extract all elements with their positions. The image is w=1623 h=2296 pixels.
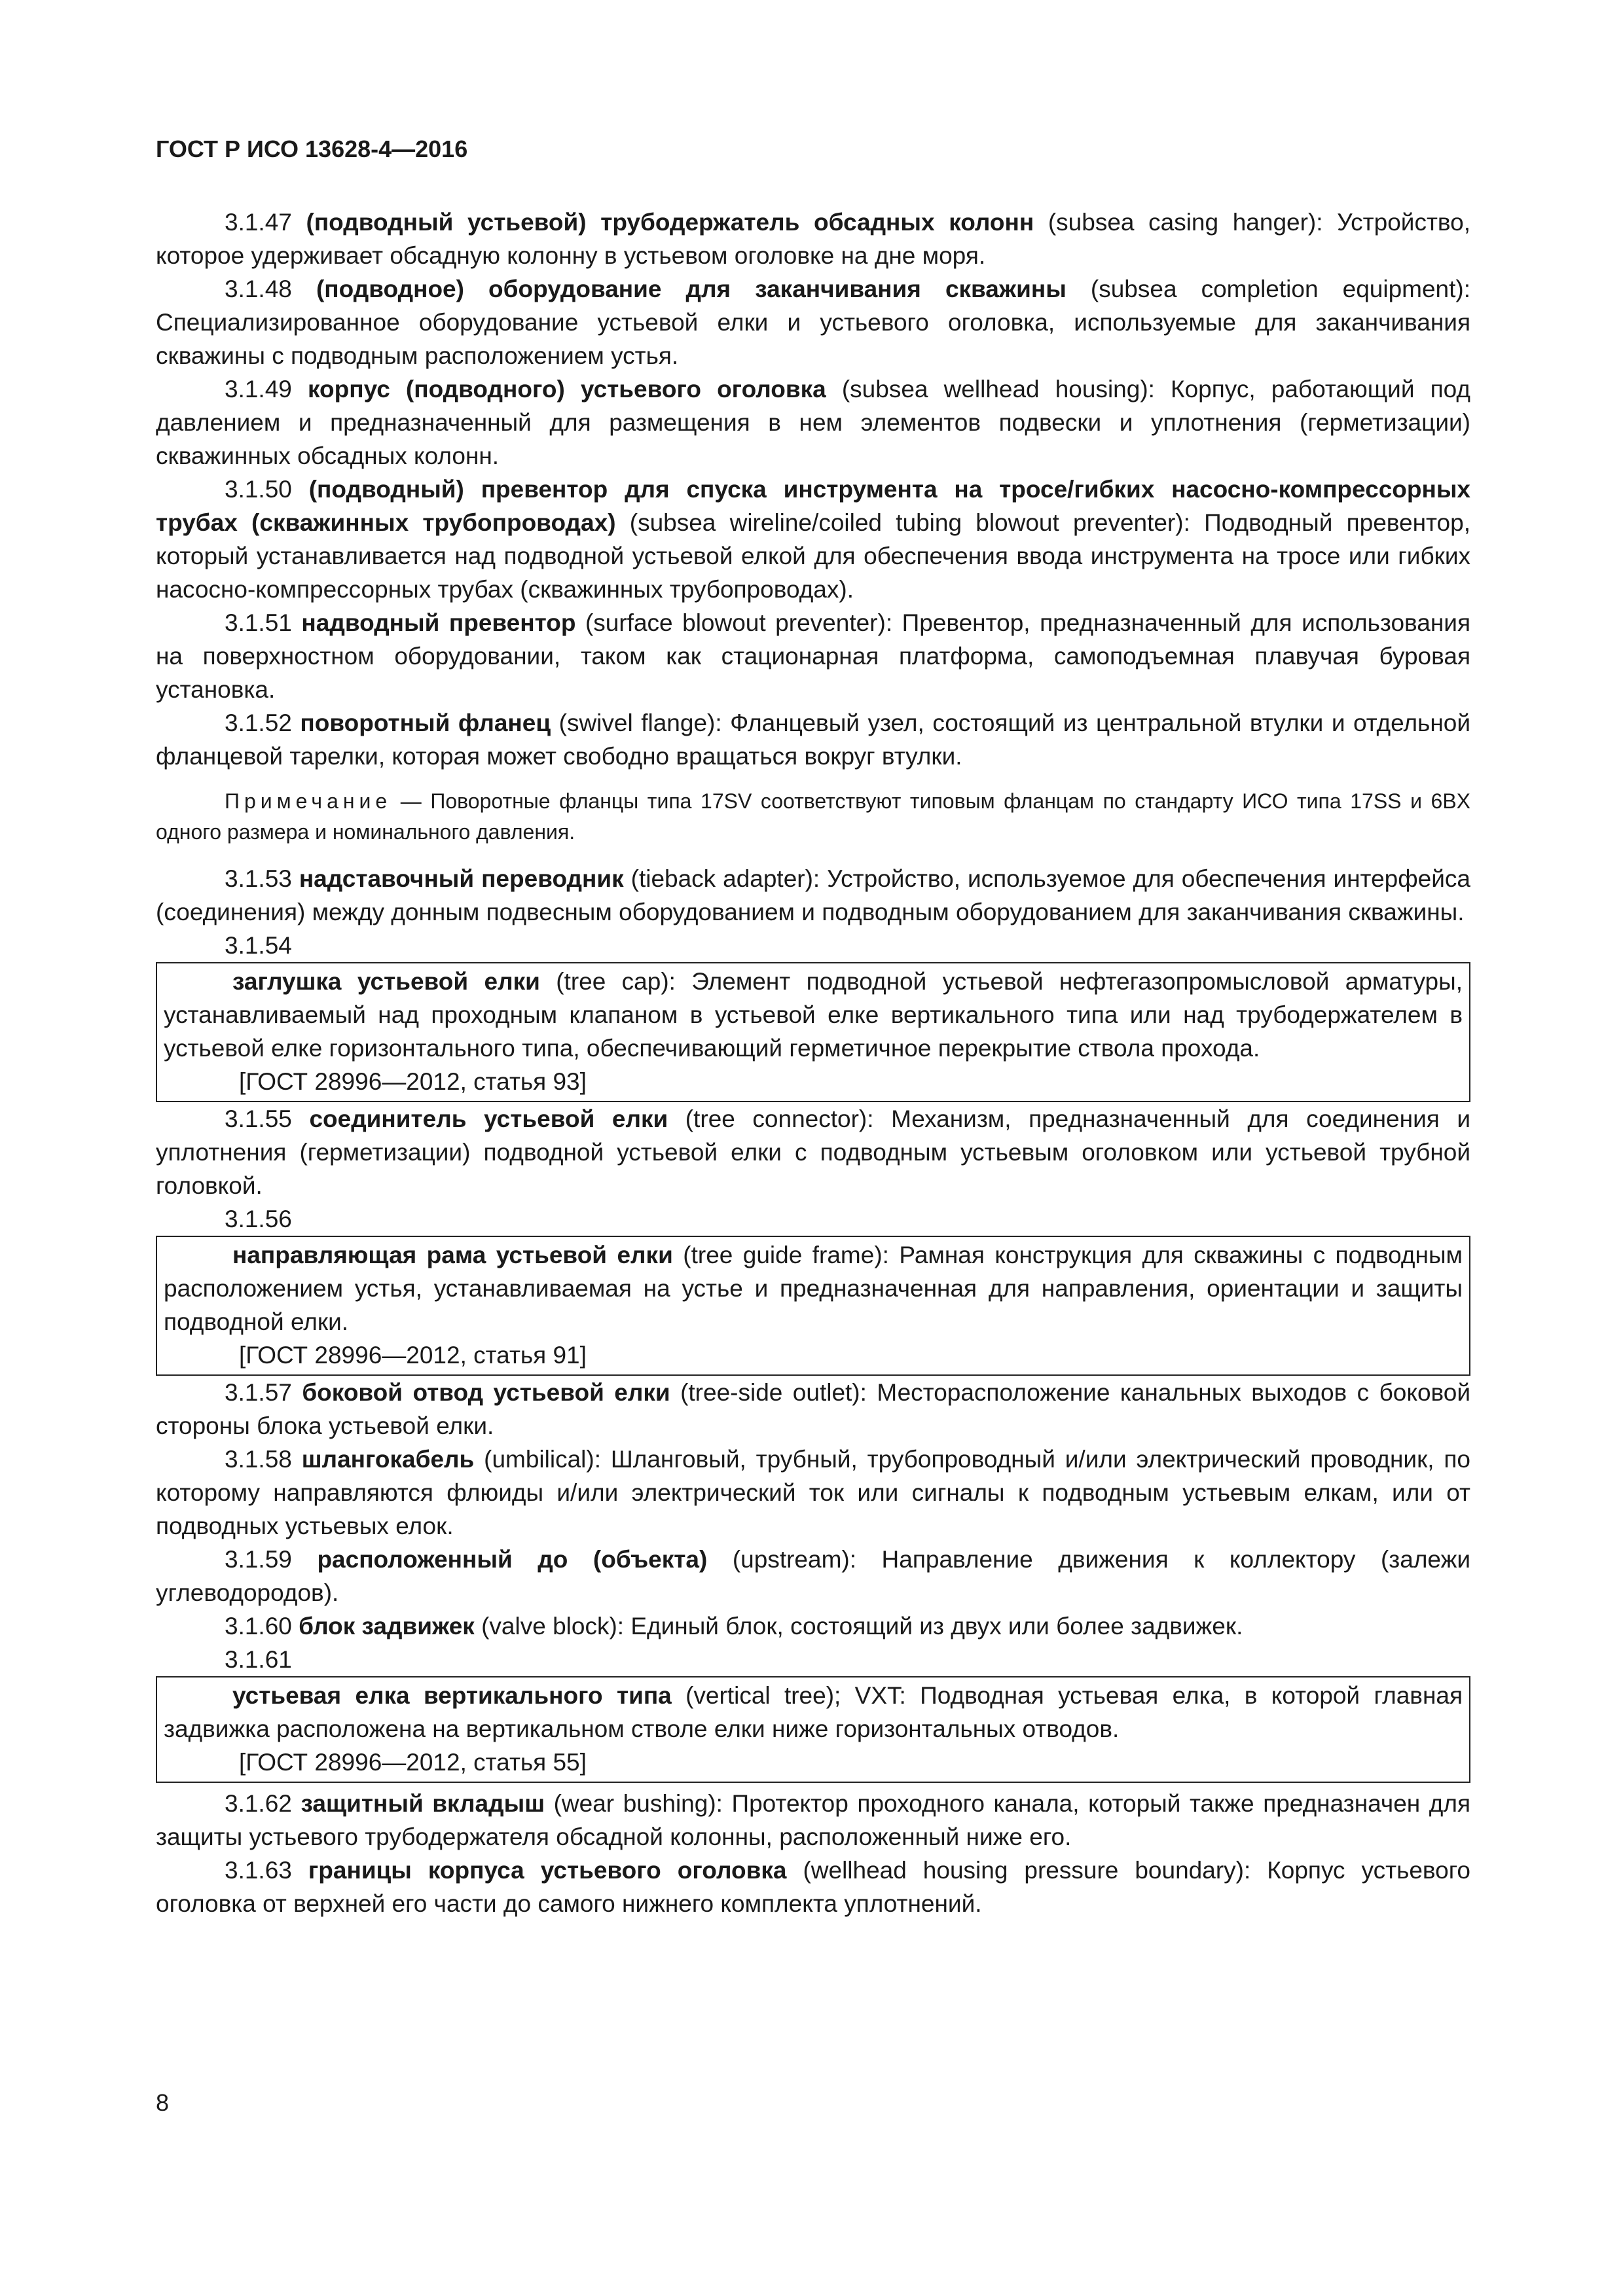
term-name: блок задвижек — [299, 1613, 475, 1640]
source-reference: [ГОСТ 28996—2012, статья 55] — [239, 1749, 587, 1776]
term-entry — [156, 372, 1470, 473]
term-definition: (tree connector): Механизм, предназначенный для соединения и уплотнения (герметизации) подводной устьевой елки с подводным устьевым оголовком или устьевой трубной головкой. — [156, 1105, 1471, 1199]
term-definition: (tree guide frame): Рамная конструкция для скважины с подводным расположением устья, устанавливаемая на устье и предназначенная для направления, ориентации и защиты подводной елки. — [164, 1242, 1463, 1335]
term-definition: (wear bushing): Протектор проходного канала, который также предназначен для защиты устьевого трубодержателя обсадной колонны, расположенный ниже его. — [156, 1790, 1470, 1850]
term-number: 3.1.47 — [225, 209, 292, 236]
term-number: 3.1.59 — [225, 1546, 292, 1573]
term-number: 3.1.58 — [225, 1446, 292, 1473]
term-name: направляющая рама устьевой елки — [232, 1242, 673, 1268]
term-definition: (subsea wireline/coiled tubing blowout preventer): Подводный превентор, который устанавливается над подводной устьевой елкой для обеспечения ввода инструмента на тросе или гибких насосно-компрессорных трубах (скважинных трубопроводах). — [156, 509, 1470, 603]
term-name: корпус (подводного) устьевого оголовка — [307, 376, 826, 403]
document-header: ГОСТ Р ИСО 13628-4—2016 — [156, 135, 468, 162]
term-definition: (tree-side outlet): Месторасположение канальных выходов с боковой стороны блока устьевой елки. — [156, 1379, 1471, 1439]
term-definition: (surface blowout preventer): Превентор, предназначенный для использования на поверхностном оборудовании, таком как стационарная платформа, самоподъемная плавучая буровая установка. — [156, 609, 1470, 703]
term-number: 3.1.55 — [225, 1105, 292, 1132]
term-definition: (umbilical): Шланговый, трубный, трубопроводный и/или электрический проводник, по которому направляются флюиды и/или электрический ток или сигналы к подводным устьевым елкам, или от подводных устьевых елок. — [156, 1446, 1471, 1539]
boxed-term — [156, 962, 1470, 1102]
term-definition: (subsea completion equipment): Специализированное оборудование устьевой елки и устьевого оголовка, используемые для заканчивания скважины с подводным расположением устья. — [156, 276, 1471, 369]
term-entry — [156, 1609, 1470, 1643]
term-entry — [156, 1102, 1470, 1202]
term-entry — [156, 272, 1470, 372]
term-entry — [156, 606, 1470, 706]
term-entry — [156, 1787, 1470, 1854]
term-entry — [156, 1854, 1470, 1920]
term-number: 3.1.49 — [225, 376, 292, 403]
term-number: 3.1.48 — [225, 276, 292, 302]
term-number: 3.1.62 — [225, 1790, 292, 1817]
term-name: устьевая елка вертикального типа — [232, 1682, 672, 1709]
term-entry — [156, 473, 1470, 606]
term-name: (подводное) оборудование для заканчивания скважины — [316, 276, 1067, 302]
term-name: защитный вкладыш — [301, 1790, 545, 1817]
term-definition: (subsea wellhead housing): Корпус, работающий под давлением и предназначенный для размещения в нем элементов подвески и уплотнения (герметизации) скважинных обсадных колонн. — [156, 376, 1470, 469]
term-entry — [164, 1238, 1463, 1338]
term-name: соединитель устьевой елки — [309, 1105, 668, 1132]
term-name: надставочный переводник — [299, 865, 624, 892]
note-label: Примечание — [225, 789, 392, 813]
term-number: 3.1.51 — [225, 609, 292, 636]
term-name: поворотный фланец — [300, 709, 551, 736]
source-reference: [ГОСТ 28996—2012, статья 91] — [239, 1342, 587, 1369]
note-text: — Поворотные фланцы типа 17SV соответствуют типовым фланцам по стандарту ИСО типа 17SS и 6BX одного размера и номинального давления. — [156, 789, 1471, 844]
term-definition: (upstream): Направление движения к коллектору (залежи углеводородов). — [156, 1546, 1471, 1606]
note — [156, 786, 1470, 848]
term-name: надводный превентор — [301, 609, 576, 636]
page-number: 8 — [156, 2089, 170, 2116]
term-number: 3.1.53 — [225, 865, 292, 892]
source-reference: [ГОСТ 28996—2012, статья 93] — [239, 1068, 587, 1095]
term-number: 3.1.57 — [225, 1379, 292, 1406]
term-name: расположенный до (объекта) — [317, 1546, 708, 1573]
term-entry — [156, 1376, 1470, 1443]
term-number: 3.1.52 — [225, 709, 292, 736]
term-number: 3.1.50 — [225, 476, 292, 503]
boxed-term — [156, 1236, 1470, 1376]
term-definition: (tieback adapter): Устройство, используемое для обеспечения интерфейса (соединения) между донным подвесным оборудованием и подводным оборудованием для заканчивания скважины. — [156, 865, 1470, 925]
term-number: 3.1.63 — [225, 1857, 292, 1884]
term-name: шлангокабель — [301, 1446, 475, 1473]
term-definition: (swivel flange): Фланцевый узел, состоящий из центральной втулки и отдельной фланцевой тарелки, которая может свободно вращаться вокруг втулки. — [156, 709, 1470, 770]
term-number: 3.1.61 — [225, 1646, 292, 1673]
boxed-term — [156, 1676, 1470, 1783]
term-number: 3.1.54 — [225, 932, 292, 959]
term-name: границы корпуса устьевого оголовка — [308, 1857, 787, 1884]
term-entry — [156, 206, 1470, 272]
term-definition: (wellhead housing pressure boundary): Корпус устьевого оголовка от верхней его части до самого нижнего комплекта уплотнений. — [156, 1857, 1471, 1917]
term-name: заглушка устьевой елки — [232, 968, 540, 995]
term-number: 3.1.60 — [225, 1613, 292, 1640]
term-entry — [156, 862, 1470, 929]
term-entry — [164, 965, 1463, 1065]
term-entry — [156, 1443, 1470, 1543]
term-name: (подводный) превентор для спуска инструмента на тросе/гибких насосно-компрессорных трубах (скважинных трубопроводах) — [156, 476, 1471, 536]
term-name: боковой отвод устьевой елки — [302, 1379, 670, 1406]
term-entry — [156, 706, 1470, 773]
term-entry — [156, 1543, 1470, 1609]
term-definition: (tree cap): Элемент подводной устьевой нефтегазопромысловой арматуры, устанавливаемый над проходным клапаном в устьевой елке вертикального типа или над трубодержателем в устьевой елке горизонтального типа, обеспечивающий герметичное перекрытие ствола прохода. — [164, 968, 1463, 1062]
term-definition: (subsea casing hanger): Устройство, которое удерживает обсадную колонну в устьевом оголовке на дне моря. — [156, 209, 1470, 269]
term-definition: (valve block): Единый блок, состоящий из двух или более задвижек. — [474, 1613, 1243, 1640]
term-definition: (vertical tree); VXT: Подводная устьевая елка, в которой главная задвижка расположена на вертикальном стволе елки ниже горизонтальных отводов. — [164, 1682, 1463, 1742]
document-page — [156, 131, 1470, 1920]
term-number: 3.1.56 — [225, 1206, 292, 1232]
term-entry — [164, 1679, 1463, 1746]
term-name: (подводный устьевой) трубодержатель обсадных колонн — [306, 209, 1034, 236]
